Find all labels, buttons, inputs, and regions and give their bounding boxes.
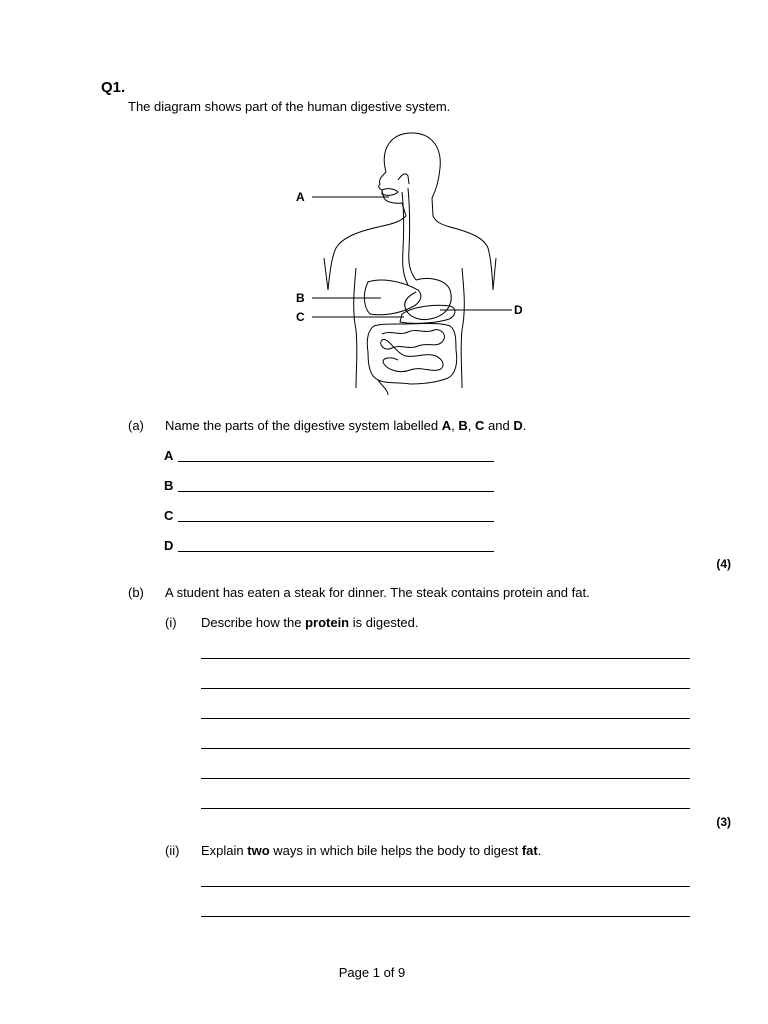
part-b-i-label: (i)	[165, 615, 177, 630]
part-a-marks: (4)	[716, 557, 731, 571]
stomach	[405, 278, 451, 319]
writing-line[interactable]	[201, 718, 690, 719]
answer-line-b[interactable]	[178, 491, 494, 492]
writing-line[interactable]	[201, 886, 690, 887]
torso-left	[354, 268, 357, 388]
answer-line-a[interactable]	[178, 461, 494, 462]
oesophagus	[402, 192, 408, 285]
diagram-label-b: B	[296, 291, 305, 305]
torso-right	[461, 268, 464, 388]
answer-letter-d: D	[164, 538, 174, 553]
pharynx	[398, 174, 409, 184]
head-outline	[384, 133, 493, 290]
answer-letter-b: B	[164, 478, 174, 493]
pancreas	[400, 305, 455, 323]
part-b-ii-question: Explain two ways in which bile helps the body to digest fat.	[201, 843, 542, 858]
small-intestine	[381, 330, 445, 372]
part-a-question: Name the parts of the digestive system labelled A, B, C and D.	[165, 418, 527, 433]
diagram-label-c: C	[296, 310, 305, 324]
part-b-label: (b)	[128, 585, 144, 600]
writing-line[interactable]	[201, 688, 690, 689]
writing-line[interactable]	[201, 658, 690, 659]
digestive-system-diagram	[290, 130, 530, 395]
writing-line[interactable]	[201, 778, 690, 779]
right-arm	[493, 258, 496, 290]
writing-line[interactable]	[201, 808, 690, 809]
writing-line[interactable]	[201, 748, 690, 749]
question-intro: The diagram shows part of the human digestive system.	[128, 99, 451, 114]
page-footer: Page 1 of 9	[338, 965, 406, 980]
part-b-question: A student has eaten a steak for dinner. The steak contains protein and fat.	[165, 585, 590, 600]
oesophagus-2	[408, 188, 416, 280]
part-b-i-question: Describe how the protein is digested.	[201, 615, 419, 630]
answer-letter-c: C	[164, 508, 174, 523]
diagram-label-d: D	[514, 303, 523, 317]
answer-line-d[interactable]	[178, 551, 494, 552]
part-b-ii-label: (ii)	[165, 843, 180, 858]
diagram-label-a: A	[296, 190, 305, 204]
answer-line-c[interactable]	[178, 521, 494, 522]
question-number: Q1.	[101, 79, 126, 96]
left-arm	[324, 258, 328, 290]
mouth	[382, 189, 398, 196]
writing-line[interactable]	[201, 916, 690, 917]
answer-letter-a: A	[164, 448, 174, 463]
part-a-label: (a)	[128, 418, 144, 433]
part-b-i-marks: (3)	[716, 815, 731, 829]
